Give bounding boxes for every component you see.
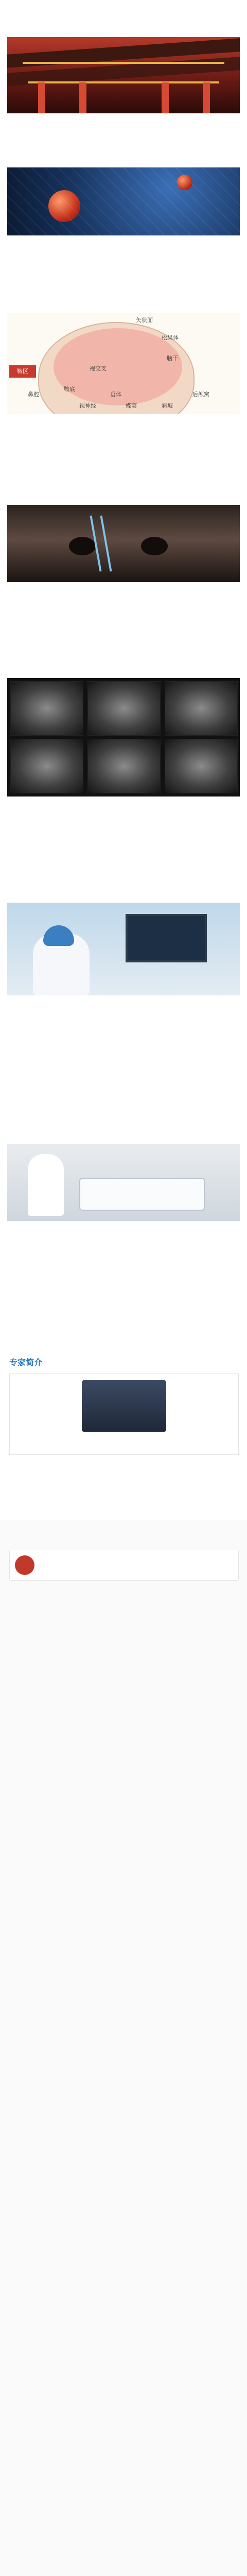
mri-scan-grid xyxy=(7,678,240,796)
expert-section-title: 专家简介 xyxy=(9,1359,43,1367)
account-logo xyxy=(15,1555,34,1575)
ward-photo xyxy=(7,1144,240,1221)
hero-image xyxy=(7,37,240,113)
expert-card xyxy=(9,1374,239,1455)
anatomy-label: 松果体 xyxy=(162,335,179,341)
expert-portrait xyxy=(82,1380,166,1432)
nasal-surgery-illustration xyxy=(7,505,240,582)
anatomy-label: 蝶窦 xyxy=(126,403,137,409)
anatomy-label: 鼻腔 xyxy=(28,392,39,398)
anatomy-label: 视交叉 xyxy=(90,366,107,372)
anatomy-label: 矢状面 xyxy=(136,317,153,324)
footer xyxy=(0,1520,247,2576)
surgery-room-photo xyxy=(7,903,240,995)
anatomy-badge: 鞍区 xyxy=(9,365,36,378)
anatomy-label: 脑干 xyxy=(167,355,178,362)
anatomy-label: 垂体 xyxy=(110,392,121,398)
anatomy-diagram xyxy=(7,313,240,414)
article-actions xyxy=(9,1592,238,1605)
anatomy-label: 后颅窝 xyxy=(192,392,209,398)
account-card[interactable] xyxy=(9,1550,239,1581)
anatomy-label: 斜坡 xyxy=(162,403,173,409)
anatomy-label: 视神经 xyxy=(79,403,96,409)
neuro-illustration xyxy=(7,167,240,235)
anatomy-label: 鞍底 xyxy=(64,386,75,393)
